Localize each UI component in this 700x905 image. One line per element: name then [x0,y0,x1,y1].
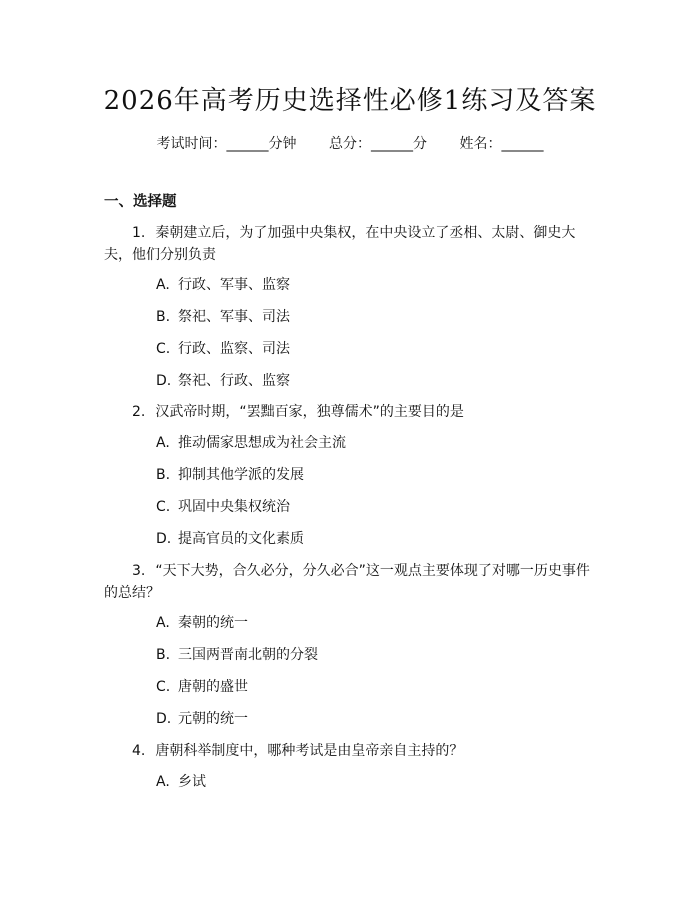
option-text: 祭祀、行政、监察 [178,373,290,389]
option-text: 抑制其他学派的发展 [178,467,304,483]
question-1-stem [104,222,598,266]
option-letter: D. [156,373,172,389]
question-number: 4. [132,743,146,759]
question-2-option-a [156,433,346,453]
option-letter: B. [156,467,171,483]
exam-time-field: 考试时间：______分钟 [156,136,297,152]
option-text: 秦朝的统一 [178,615,248,631]
option-text: 祭祀、军事、司法 [178,309,290,325]
total-score-field: 总分：______分 [329,136,427,152]
option-letter: C. [156,341,171,357]
option-letter: B. [156,309,171,325]
option-text: 唐朝的盛世 [178,679,248,695]
question-number: 2. [132,404,146,420]
question-1-option-b [156,307,290,327]
option-letter: C. [156,499,171,515]
question-3-option-a [156,613,248,633]
exam-meta [0,133,700,153]
option-text: 提高官员的文化素质 [178,531,304,547]
option-text: 三国两晋南北朝的分裂 [178,647,318,663]
question-text: 汉武帝时期，“罢黜百家，独尊儒术”的主要目的是 [155,404,464,420]
name-field: 姓名：______ [459,136,544,152]
option-letter: C. [156,679,171,695]
option-text: 乡试 [178,774,206,790]
question-1-option-c [156,339,290,359]
question-3-option-c [156,677,248,697]
question-3-option-d [156,709,248,729]
option-text: 行政、监察、司法 [178,341,290,357]
question-number: 3. [132,563,146,579]
question-2-option-d [156,529,304,549]
option-letter: A. [156,615,170,631]
option-letter: A. [156,774,170,790]
question-number: 1. [132,225,146,241]
option-text: 行政、军事、监察 [178,277,290,293]
page-title: 2026年高考历史选择性必修1练习及答案 [103,86,597,116]
option-letter: B. [156,647,171,663]
question-4-option-a [156,772,206,792]
question-4-stem [104,740,598,762]
option-letter: D. [156,711,172,727]
question-1-option-a [156,275,290,295]
question-3-option-b [156,645,318,665]
section-title: 一、选择题 [104,194,177,210]
option-letter: A. [156,435,170,451]
question-text: 唐朝科举制度中，哪种考试是由皇帝亲自主持的？ [155,743,464,759]
question-1-option-d [156,371,290,391]
question-text: 秦朝建立后，为了加强中央集权，在中央设立了丞相、太尉、御史大夫，他们分别负责 [104,225,576,263]
question-2-option-c [156,497,290,517]
question-3-stem [104,560,598,604]
question-2-option-b [156,465,304,485]
question-2-stem [104,401,598,423]
question-text: “天下大势，合久必分，分久必合”这一观点主要体现了对哪一历史事件的总结？ [104,563,590,601]
option-text: 推动儒家思想成为社会主流 [178,435,346,451]
option-text: 巩固中央集权统治 [178,499,290,515]
option-letter: A. [156,277,170,293]
option-letter: D. [156,531,172,547]
option-text: 元朝的统一 [178,711,248,727]
